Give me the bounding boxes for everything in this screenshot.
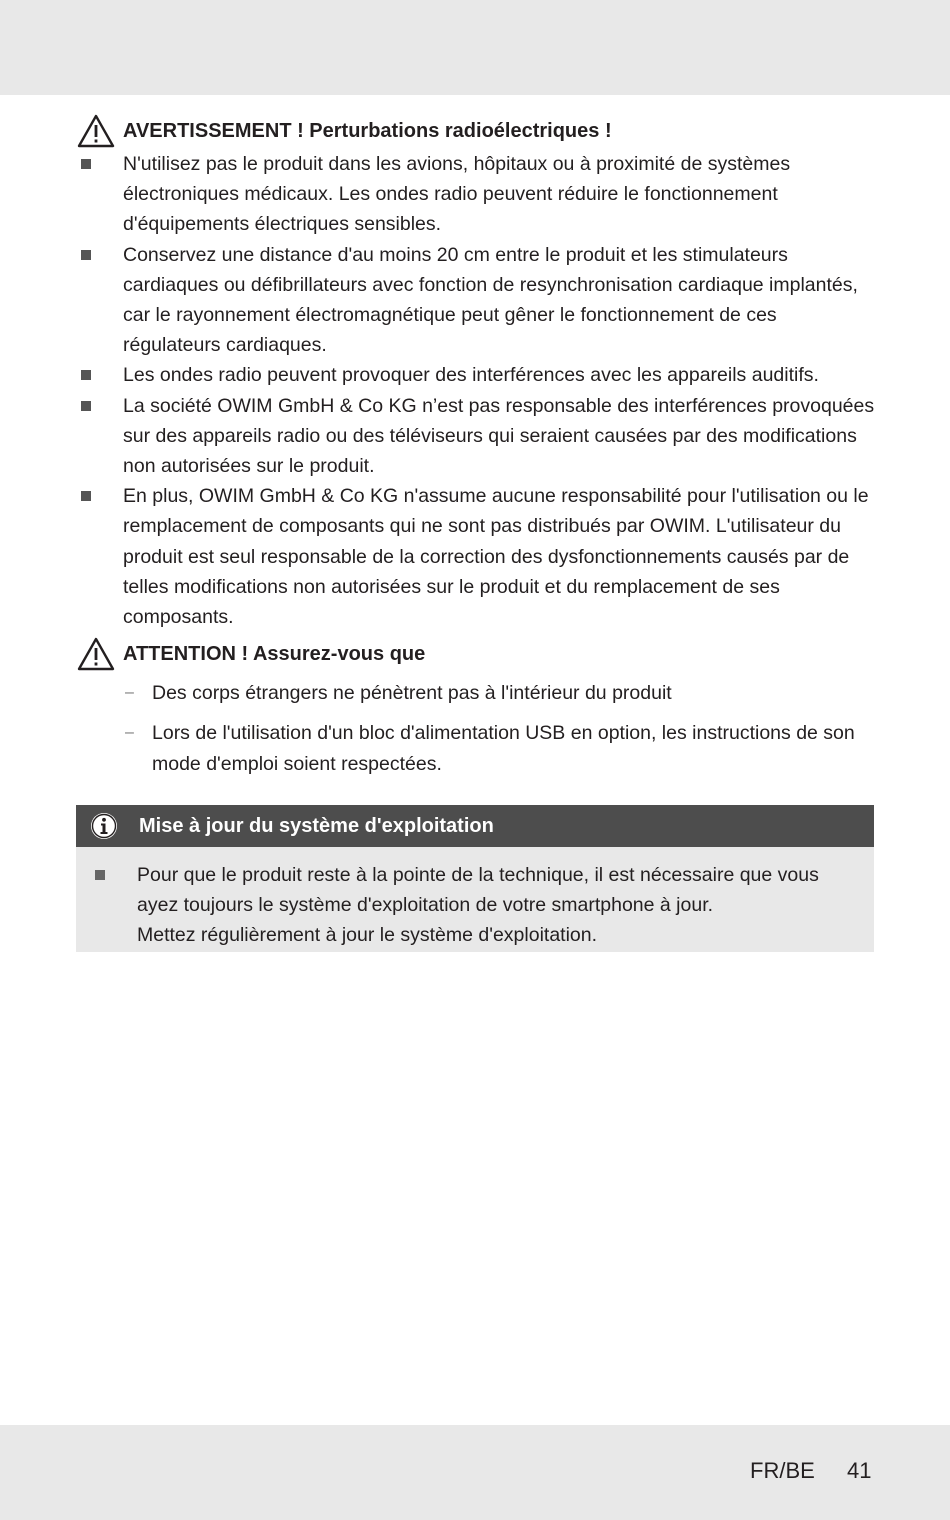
- warning-triangle-icon: [76, 113, 116, 149]
- top-band: [0, 0, 950, 95]
- bullet-square-icon: [81, 370, 91, 380]
- warning-heading: [76, 113, 876, 149]
- attention-title: ATTENTION ! Assurez-vous que: [123, 642, 426, 665]
- bullet-square-icon: [81, 491, 91, 501]
- attention-dash-list: [76, 678, 876, 779]
- attention-heading: [76, 636, 876, 672]
- page-number: 41: [847, 1458, 872, 1483]
- info-box-body: [76, 847, 874, 951]
- list-item: En plus, OWIM GmbH & Co KG n'assume aucune responsabilité pour l'utilisation ou le remplacement de composants qui ne sont pas distribués par OWIM. L'utilisateur du produit est seul responsable de la correction des dysfonctionnements causés par de telles modifications non autorisées sur le produit et du remplacement de ses composants.: [76, 481, 876, 632]
- dash-marker: –: [125, 724, 134, 742]
- dash-marker: –: [125, 684, 134, 702]
- list-item: Conservez une distance d'au moins 20 cm entre le produit et les stimulateurs cardiaques ou défibrillateurs avec fonction de resynchronisation cardiaque implantés, car le rayonnement électromagnétique peut gêner le fonctionnement de ces régulateurs cardiaques.: [76, 240, 876, 361]
- bullet-square-icon: [81, 401, 91, 411]
- bullet-square-icon: [95, 870, 105, 880]
- warning-bullet-list: [76, 149, 876, 632]
- info-box-header: [76, 805, 874, 847]
- list-item: Les ondes radio peuvent provoquer des interférences avec les appareils auditifs.: [76, 360, 876, 390]
- page-content: [76, 113, 876, 789]
- list-item: – Lors de l'utilisation d'un bloc d'alimentation USB en option, les instructions de son mode d'emploi soient respectées.: [76, 718, 876, 778]
- bullet-square-icon: [81, 250, 91, 260]
- list-item: N'utilisez pas le produit dans les avions, hôpitaux ou à proximité de systèmes électroniques médicaux. Les ondes radio peuvent réduire le fonctionnement d'équipements électriques sensibles.: [76, 149, 876, 240]
- info-icon: [89, 811, 119, 841]
- list-item: – Des corps étrangers ne pénètrent pas à l'intérieur du produit: [76, 678, 876, 708]
- warning-triangle-icon: [76, 636, 116, 672]
- info-box-title: Mise à jour du système d'exploitation: [139, 814, 494, 837]
- list-item: La société OWIM GmbH & Co KG n’est pas responsable des interférences provoquées sur des appareils radio ou des téléviseurs qui seraient causées par des modifications non autorisées sur le produit.: [76, 391, 876, 482]
- warning-title: AVERTISSEMENT ! Perturbations radioélectriques !: [123, 119, 612, 142]
- info-box-text: Pour que le produit reste à la pointe de la technique, il est nécessaire que vous ayez toujours le système d'exploitation de votre smartphone à jour. Mettez régulièrement à jour le système d'exploitation.: [137, 864, 819, 947]
- bullet-square-icon: [81, 159, 91, 169]
- footer-region: FR/BE: [750, 1458, 815, 1483]
- info-box: [76, 805, 874, 952]
